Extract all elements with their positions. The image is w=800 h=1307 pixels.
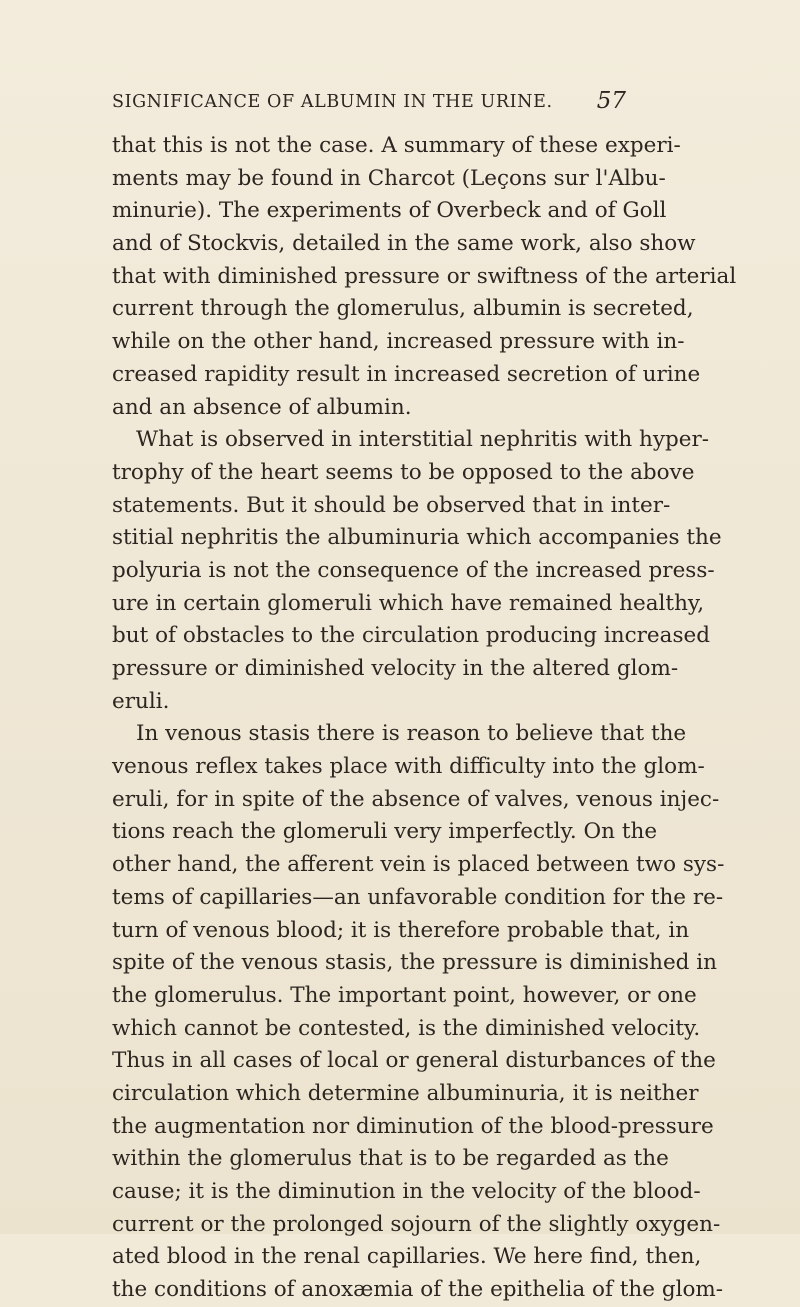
text-line: current through the glomerulus, albumin is secreted, (112, 296, 694, 322)
text-line: spite of the venous stasis, the pressure is diminished in (112, 950, 717, 976)
text-line: stitial nephritis the albuminuria which accompanies the (112, 525, 722, 551)
text-line: pressure or diminished velocity in the altered glom- (112, 656, 679, 681)
text-line: polyuria is not the consequence of the increased press- (112, 557, 715, 583)
text-line: ure in certain glomeruli which have remained healthy, (112, 590, 705, 616)
text-line: In venous stasis there is reason to believe that the (136, 721, 687, 747)
text-line: but of obstacles to the circulation producing increased (112, 623, 710, 649)
text-line: eruli, for in spite of the absence of valves, venous injec- (112, 786, 720, 812)
text-line: within the glomerulus that is to be regarded as the (112, 1146, 669, 1172)
text-line: and of Stockvis, detailed in the same work, also show (112, 231, 696, 257)
text-line: venous reflex takes place with difficulty into the glom- (112, 754, 705, 780)
text-line: tions reach the glomeruli very imperfectly. On the (112, 819, 658, 845)
text-line: trophy of the heart seems to be opposed to the above (112, 459, 695, 485)
text-line: the conditions of anoxæmia of the epithelia of the glom- (112, 1277, 724, 1303)
text-line: creased rapidity result in increased secretion of urine (112, 361, 701, 387)
page-number: 57 (596, 88, 626, 114)
text-line: ated blood in the renal capillaries. We here find, then, (112, 1244, 702, 1270)
text-line: cause; it is the diminution in the velocity of the blood- (112, 1179, 701, 1204)
text-line: turn of venous blood; it is therefore probable that, in (112, 917, 690, 943)
text-line: eruli. (112, 688, 170, 714)
text-line: ments may be found in Charcot (Leçons sur l'Albu- (112, 165, 666, 191)
text-line: the glomerulus. The important point, however, or one (112, 982, 697, 1008)
text-line: circulation which determine albuminuria, it is neither (112, 1080, 699, 1106)
text-line: tems of capillaries—an unfavorable condition for the re- (112, 884, 724, 910)
text-line: Thus in all cases of local or general disturbances of the (112, 1048, 716, 1074)
body-text (112, 130, 737, 1307)
running-head (112, 88, 626, 118)
text-line: other hand, the afferent vein is placed between two sys- (112, 852, 725, 878)
text-line: that with diminished pressure or swiftness of the arterial (112, 263, 737, 289)
text-line: which cannot be contested, is the diminished velocity. (112, 1015, 701, 1041)
text-line: and an absence of albumin. (112, 394, 412, 420)
text-line: What is observed in interstitial nephritis with hyper- (136, 427, 710, 453)
text-line: while on the other hand, increased pressure with in- (112, 329, 685, 355)
text-line: current or the prolonged sojourn of the slightly oxygen- (112, 1211, 721, 1237)
running-title: SIGNIFICANCE OF ALBUMIN IN THE URINE. (112, 92, 553, 112)
text-line: minurie). The experiments of Overbeck and of Goll (112, 198, 667, 224)
text-line: statements. But it should be observed that in inter- (112, 492, 671, 518)
text-line: the augmentation nor diminution of the blood-pressure (112, 1113, 714, 1139)
text-line: that this is not the case. A summary of these experi- (112, 133, 681, 158)
